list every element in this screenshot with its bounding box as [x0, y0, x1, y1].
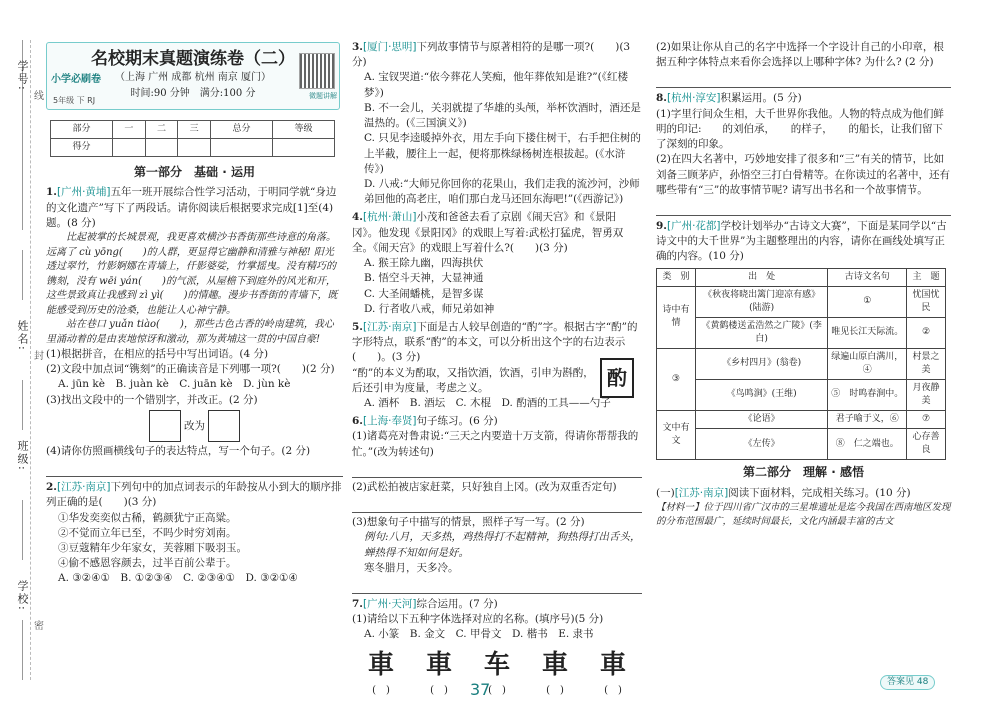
- q-source-tag: [杭州·淳安]: [666, 92, 721, 105]
- poem-header: 出 处: [695, 268, 828, 286]
- q-source-tag: [江苏·南京]: [674, 486, 729, 499]
- poem-theme: 心存善良: [907, 429, 946, 460]
- score-row-label: 得分: [51, 139, 113, 157]
- seal-mark: 密: [34, 621, 44, 632]
- poem-theme[interactable]: ⑦: [907, 411, 946, 429]
- q-number: 8.: [656, 92, 667, 105]
- score-header: 总分: [210, 121, 272, 139]
- q-text: 小茂和爸爸去看了京剧《闹天宫》和《景阳冈》。他发现《景阳冈》的戏眼上写着:武松打猛虎，智勇双全。《闹天宫》的戏眼上写着什么?( )(3 分): [352, 211, 624, 254]
- q4-option: A. 猴王除九幽，四海拱伏: [364, 257, 484, 270]
- score-cell[interactable]: [145, 139, 178, 157]
- qr-caption: 微题讲解: [309, 92, 337, 100]
- q5-quote: “酌”的本义为酌取，又指饮酒，饮酒，引申为斟酌，后还引申为度量，考虑之义。: [352, 366, 594, 394]
- answer-reference: 答案见 48: [880, 675, 935, 690]
- table-row: [657, 429, 946, 460]
- question-7: [352, 597, 642, 612]
- score-header: 三: [178, 121, 211, 139]
- score-header: 二: [145, 121, 178, 139]
- binding-margin: [0, 0, 42, 713]
- question-4: [352, 210, 642, 256]
- poem-source: 《左传》: [695, 429, 828, 460]
- q-number: 6.: [352, 415, 363, 428]
- poem-category[interactable]: ③: [657, 348, 696, 410]
- q6-sub-2: (2)武松拍被店家赶菜，只好独自上冈。(改为双重否定句): [352, 480, 617, 493]
- q2-item: ②不觉而立年已至，不吗少时穷刘南。: [58, 526, 237, 539]
- answer-paren[interactable]: ( ): [488, 685, 506, 697]
- q-text: 下列句中的加点词表示的年龄按从小到大的顺序排列正确的是( )(3 分): [46, 481, 342, 509]
- script-sample: 車: [425, 649, 452, 680]
- q2-item: ③豆蔻精年少年家女，芙蓉厢下吸羽玉。: [58, 542, 247, 555]
- q2-item: ④偷不感恩容颜去，过半百前公辈于。: [58, 557, 237, 570]
- answer-paren[interactable]: ( ): [372, 685, 390, 697]
- exam-title: 名校期末真题演练卷（二）: [91, 49, 295, 69]
- q1-change-to: 改为: [184, 419, 205, 432]
- qr-code-icon[interactable]: [299, 53, 335, 89]
- q-number: 1.: [46, 186, 57, 199]
- margin-line: [22, 620, 23, 680]
- answer-paren[interactable]: ( ): [430, 685, 448, 697]
- q-text: 综合运用。(7 分): [416, 598, 498, 610]
- q3-option: D. 八戒:“大师兄你回你的花果山，我们走我的流沙河，沙师弟回他的高老庄，咱们那白龙马还回东海吧!”(《西游记》): [364, 177, 640, 206]
- poem-header: 类 别: [657, 268, 696, 286]
- reading-1: [656, 486, 951, 501]
- reading-instruction: 阅读下面材料，完成相关练习。(10 分): [728, 486, 911, 499]
- answer-line[interactable]: [352, 497, 642, 513]
- poem-source: 《鸟鸣涧》(王维): [695, 379, 828, 410]
- poem-line[interactable]: 君子喻于义，⑥: [828, 411, 907, 429]
- score-table: [50, 120, 335, 157]
- student-id-label: 学号:: [15, 60, 29, 92]
- answer-line[interactable]: [656, 200, 951, 216]
- q3-option: B. 不一会儿，关羽就提了华雄的头颅，举杯饮酒时，酒还是温热的。(《三国演义》): [364, 101, 641, 130]
- score-header: 一: [113, 121, 146, 139]
- q-source-tag: [广州·花都]: [666, 219, 721, 232]
- script-sample: 車: [599, 649, 626, 680]
- poem-table: [656, 268, 946, 461]
- name-label: 姓名:: [15, 320, 29, 352]
- answer-line[interactable]: [352, 462, 642, 478]
- q6-sub-1: (1)诸葛亮对鲁肃说:“三天之内要造十万支箭，得请你帮帮我的忙。”(改为转述句): [352, 430, 639, 458]
- q6-sub-3: (3)想象句子中描写的情景，照样子写一写。(2 分): [352, 516, 585, 529]
- margin-line: [22, 250, 23, 300]
- q-number: 3.: [352, 41, 363, 53]
- q4-option: D. 行者收八戒，师兄弟如神: [364, 302, 495, 315]
- brand-badge: 小学必刷卷: [51, 74, 101, 85]
- question-2: [46, 480, 343, 510]
- q-text: 积累运用。(5 分): [720, 92, 802, 105]
- score-cell[interactable]: [178, 139, 211, 157]
- poem-category: 文中有文: [657, 411, 696, 460]
- q1-correction-row: [46, 410, 343, 442]
- poem-header: 主 题: [907, 268, 946, 286]
- q-text: 下列故事情节与原著相符的是哪一项?( )(3 分): [352, 41, 631, 69]
- answer-paren[interactable]: ( ): [546, 685, 564, 697]
- q1-sub-2-options: A. jūn kè B. juàn kè C. juān kè D. jùn kè: [58, 378, 291, 391]
- q1-sub-3: (3)找出文段中的一个错别字，并改正。(2 分): [46, 393, 258, 406]
- class-label: 班级:: [15, 440, 29, 472]
- answer-paren[interactable]: ( ): [604, 685, 622, 697]
- q5-options: A. 酒杯 B. 酒坛 C. 木棍 D. 酌酒的工具——勺子: [364, 397, 611, 410]
- q7-options: A. 小篆 B. 金文 C. 甲骨文 D. 楷书 E. 隶书: [364, 628, 594, 641]
- q-text: 下面是古人较早创造的“酌”字。根据古字“酌”的字形特点，联系“酌”的本文，可以分析出这个字的右边表示( )。(3 分): [352, 320, 638, 364]
- reading-number: (一): [656, 486, 675, 499]
- q-source-tag: [广州·黄埔]: [56, 186, 111, 199]
- q-text: 句子练习。(6 分): [416, 415, 498, 428]
- q-number: 5.: [352, 320, 363, 333]
- cut-line: [30, 40, 31, 680]
- column-2: [352, 40, 642, 699]
- q3-option: C. 只见李逵暖掉外衣，用左手向下搂住树干，右手把住树的上半截，腰往上一起，便将那株绿杨树连根拔起。(《水浒传》): [364, 132, 641, 175]
- q-number: 2.: [46, 481, 57, 494]
- script-answer-row: [352, 684, 642, 699]
- page-number: 37: [470, 680, 491, 699]
- table-row: [657, 317, 946, 348]
- answer-box[interactable]: [208, 410, 240, 442]
- poem-source: 《秋夜将晓出篱门迎凉有感》(陆游): [695, 286, 828, 317]
- poem-theme: 月夜静美: [907, 379, 946, 410]
- table-row: [657, 348, 946, 379]
- score-header: 部分: [51, 121, 113, 139]
- q4-option: B. 悟空斗天神，大显神通: [364, 272, 484, 285]
- q-source-tag: [广州·天河]: [362, 598, 417, 610]
- question-8: [656, 91, 951, 106]
- q-text: 学校计划举办“古诗文大赛”，下面是某同学以“古诗文中的大千世界”为主题整理出的内容，请你在画线处填写正确的内容。(10 分): [656, 219, 947, 263]
- question-6: [352, 414, 642, 429]
- q7-sub-2: (2)如果让你从自己的名字中选择一个字设计自己的小印章，根据五种字体特点来看你会选择以上哪种字体? 为什么? (2 分): [656, 41, 944, 69]
- material-1: 【材料一】位于四川省广汉市的三星堆遗址是迄今我国在西南地区发现的分布范围最广，延续时间最长，文化内涵最丰富的古文: [656, 501, 951, 527]
- q1-sub-4: (4)请你仿照画横线句子的表达特点，写一个句子。(2 分): [46, 444, 311, 457]
- poem-theme: 忧国忧民: [907, 286, 946, 317]
- q1-passage-1: 比起被掌的长城景观，我更喜欢横沙书香街那些诗意的角落。远离了 cù yōng( )的人群，更显得它幽静和清雅与神秘! 阳光透过翠竹，竹影婀娜在青墙上，仟影婆娑，竹掌摇曳。没有精巧的镌刻，没有 wēi yán( )的气派，从屋檐下到庭外的风光和开，这些景致真让我感到 zì yì( )的情趣。漫步书香街的青墙下，既能感受到历史的沧桑，也能让人心神宁静。: [46, 232, 338, 316]
- q-source-tag: [江苏·南京]: [362, 320, 417, 333]
- q1-passage-2: 站在巷口 yuǎn tiào( )，那些古色古香的岭南建筑，我心里涌动着的是由衷地惊讶和激动，那为黄埔这一贯的中国自豪!: [46, 319, 334, 345]
- q2-options: A. ③②④① B. ①②③④ C. ②③④① D. ③②①④: [58, 572, 298, 585]
- table-row: [657, 286, 946, 317]
- q-number: 7.: [352, 598, 363, 610]
- score-cell[interactable]: [113, 139, 146, 157]
- margin-line: [22, 380, 23, 430]
- poem-category: 诗中有情: [657, 286, 696, 348]
- q-source-tag: [上海·奉贤]: [362, 415, 417, 428]
- q-source-tag: [厦门·思明]: [362, 41, 417, 53]
- answer-box[interactable]: [149, 410, 181, 442]
- seal-script-image: 酌: [600, 358, 634, 398]
- q-number: 9.: [656, 219, 667, 232]
- score-cell[interactable]: [272, 139, 334, 157]
- poem-line[interactable]: 绿遍山原白满川，④: [828, 348, 907, 379]
- question-1: [46, 185, 343, 231]
- answer-line[interactable]: [352, 578, 642, 594]
- poem-source: 《黄鹤楼送孟浩然之广陵》(李白): [695, 317, 828, 348]
- part1-title: 第一部分 基础 · 运用: [134, 165, 255, 179]
- answer-line[interactable]: [46, 461, 343, 477]
- q4-option: C. 大圣闹蟠桃，是智多谋: [364, 287, 484, 300]
- poem-theme: 村景之美: [907, 348, 946, 379]
- q-text: 五年一班开展综合性学习活动，于明同学就“身边的文化遗产”写下了两段话。请你阅读后根据要求完成[1]至(4)题。(8 分): [46, 186, 337, 229]
- column-1: [46, 160, 343, 587]
- poem-line[interactable]: ①: [828, 286, 907, 317]
- question-9: [656, 219, 951, 265]
- q3-option: A. 宝钗哭道:“依今葬花人笑痴，他年葬侬知是谁?”(《红楼梦》): [364, 71, 629, 99]
- poem-theme[interactable]: ②: [907, 317, 946, 348]
- q-source-tag: [江苏·南京]: [56, 481, 111, 494]
- question-3: [352, 40, 642, 70]
- answer-line[interactable]: [656, 72, 951, 88]
- part2-title: 第二部分 理解 · 感悟: [743, 465, 864, 480]
- q-source-tag: [杭州·萧山]: [362, 211, 417, 224]
- exam-header: [46, 42, 340, 110]
- script-samples: [352, 647, 642, 685]
- q6-example-2: 蝉热得不知如何是好。: [364, 546, 469, 559]
- poem-header: 古诗文名句: [828, 268, 907, 286]
- q1-sub-2: (2)文段中加点词“镌刻”的正确读音是下列哪一项?( )(2 分): [46, 363, 335, 376]
- q2-item: ①华发奕奕似古稀，鹤颜犹宁正高粱。: [58, 511, 237, 524]
- q-number: 4.: [352, 211, 363, 224]
- poem-source: 《乡村四月》(翁卷): [695, 348, 828, 379]
- score-cell[interactable]: [210, 139, 272, 157]
- q6-example-1: 例句:八月，天多热，鸡热得打不起精神，狗热得打出舌头，: [364, 531, 641, 544]
- grade-label: 5年级 下 RJ: [53, 96, 96, 105]
- q6-example-3: 寒冬腊月，天多冷。: [364, 561, 459, 574]
- table-row: [657, 379, 946, 410]
- poem-line[interactable]: ⑤ 时鸣春涧中。: [828, 379, 907, 410]
- script-sample: 車: [367, 649, 394, 680]
- seal-mark: 线: [34, 91, 44, 102]
- question-5: [352, 320, 642, 366]
- score-header: 等级: [272, 121, 334, 139]
- script-sample: 车: [483, 649, 510, 680]
- poem-source: 《论语》: [695, 411, 828, 429]
- school-label: 学校:: [15, 580, 29, 612]
- column-3: [656, 40, 951, 528]
- poem-line[interactable]: ⑧ 仁之端也。: [828, 429, 907, 460]
- seal-mark: 封: [34, 351, 44, 362]
- table-row: [657, 411, 946, 429]
- margin-line: [22, 500, 23, 560]
- q1-sub-1: (1)根据拼音，在相应的括号中写出词语。(4 分): [46, 348, 269, 361]
- exam-cities: （上海 广州 成都 杭州 南京 厦门）: [115, 72, 271, 83]
- exam-time-score: 时间:90 分钟 满分:100 分: [130, 88, 256, 99]
- q7-sub-1: (1)请给以下五种字体选择对应的名称。(填序号)(5 分): [352, 613, 604, 626]
- script-sample: 車: [541, 649, 568, 680]
- q8-sub-2: (2)在四大名著中，巧妙地安排了很多和“三”有关的情节，比如刘备三顾茅庐，孙悟空三打白骨精等。在你读过的名著中，还有哪些带有“三”的故事情节呢? 请写出书名和一个故事情节。: [656, 153, 950, 196]
- poem-line: 唯见长江天际流。: [828, 317, 907, 348]
- q8-sub-1: (1)字里行间众生相，大千世界你我他。人物的特点成为他们鲜明的印记: 的刘伯承， 的样子， 的船长，让我们留下了深刻的印象。: [656, 107, 944, 151]
